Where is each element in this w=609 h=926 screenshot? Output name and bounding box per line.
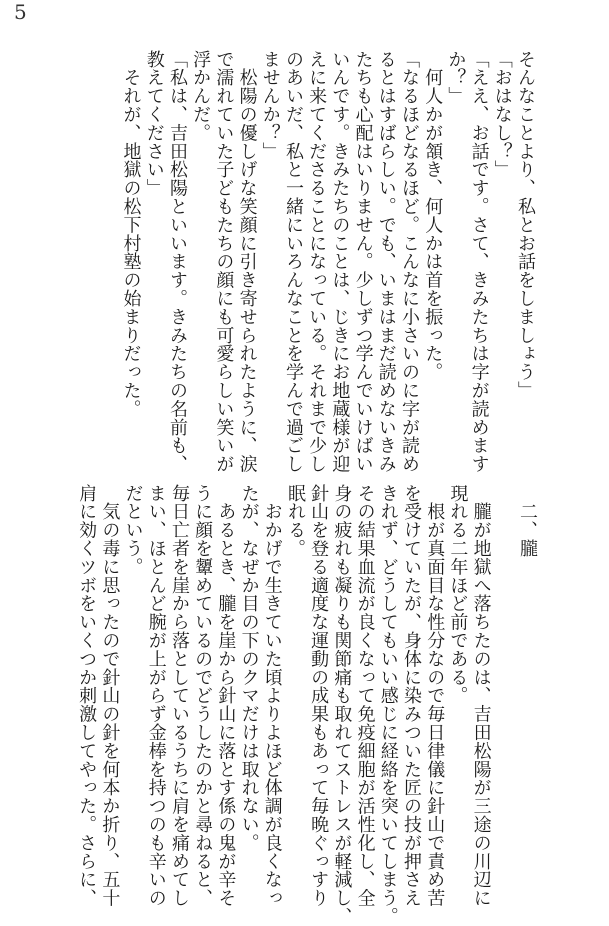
text-line: おかげで生きていた頃よりよほど体調が良くなっ	[261, 484, 283, 908]
text-line: 根が真面目な性分なので毎日律儀に針山で責め苦	[424, 484, 446, 908]
text-line: 教えてください」	[143, 50, 165, 198]
text-line: 「なるほどなるほど。こんなに小さいのに字が読め	[398, 50, 420, 474]
text-line: 浮かんだ。	[190, 50, 212, 142]
text-line: たが、なぜか目の下のクマだけは取れない。	[238, 484, 260, 852]
text-block-lower	[75, 484, 539, 926]
text-line: それが、地獄の松下村塾の始まりだった。	[120, 50, 142, 418]
text-line: 「おはなし？」	[491, 50, 513, 179]
text-line: るとはすばらしい。でも、いまはまだ読めないきみ	[375, 50, 397, 474]
text-line: うに顔を顰めているのでどうしたのかと尋ねると、	[192, 484, 214, 908]
text-line: えに来てくださることになっている。それまで少し	[306, 50, 328, 474]
text-line: のあいだ、私と一緒にいろんなことを学んで過ごし	[282, 50, 304, 474]
text-line: だという。	[122, 484, 144, 576]
text-line: まい、ほとんど腕が上がらず金棒を持つのも辛いの	[145, 484, 167, 908]
text-line: 身の疲れも凝りも関節痛も取れてストレスが軽減し、	[331, 484, 353, 926]
text-line: 「私は、吉田松陽といいます。きみたちの名前も、	[166, 50, 188, 474]
text-line: で濡れていた子どもたちの顔にも可愛らしい笑いが	[213, 50, 235, 474]
text-line: を受けていたが、身体に染みついた匠の技が押さえ	[400, 484, 422, 908]
text-line: 「ええ、お話です。さて、きみたちは字が読めます	[468, 50, 490, 474]
text-block-upper	[119, 50, 537, 474]
text-line: そんなことより、私とお話をしましょう」	[515, 50, 536, 400]
text-line: たちも心配はいりません。少しずつ学んでいけばい	[352, 50, 374, 474]
text-line: 針山を登る適度な運動の成果もあって毎晩ぐっすり	[308, 484, 330, 908]
page-number: 5	[14, 0, 27, 24]
text-line: きれず、どうしてもいい感じに経絡を突いてしまう。	[377, 484, 399, 926]
text-line: 松陽の優しげな笑顔に引き寄せられたように、涙	[236, 50, 258, 474]
text-line: ませんか？」	[259, 50, 281, 161]
text-line	[493, 484, 516, 864]
text-line: か？」	[445, 50, 467, 106]
text-line: 気の毒に思ったので針山の針を何本か折り、五十	[99, 484, 121, 908]
text-line: 眠れる。	[284, 484, 306, 558]
text-line: 何人かが頷き、何人かは首を振った。	[422, 50, 444, 382]
text-line: 肩に効くツボをいくつか刺激してやった。さらに、	[76, 484, 98, 908]
text-line: 二、朧	[517, 484, 538, 558]
text-line: あるとき、朧を崖から針山に落とす係の鬼が辛そ	[215, 484, 237, 908]
text-line: 毎日亡者を崖から落としているうちに肩を痛めてし	[168, 484, 190, 908]
text-line: その結果血流が良くなって免疫細胞が活性化し、全	[354, 484, 376, 908]
text-line: いんです。きみたちのことは、じきにお地蔵様が迎	[329, 50, 351, 474]
text-line: 朧が地獄へ落ちたのは、吉田松陽が三途の川辺に	[470, 484, 492, 908]
text-line: 現れる二年ほど前である。	[447, 484, 469, 705]
